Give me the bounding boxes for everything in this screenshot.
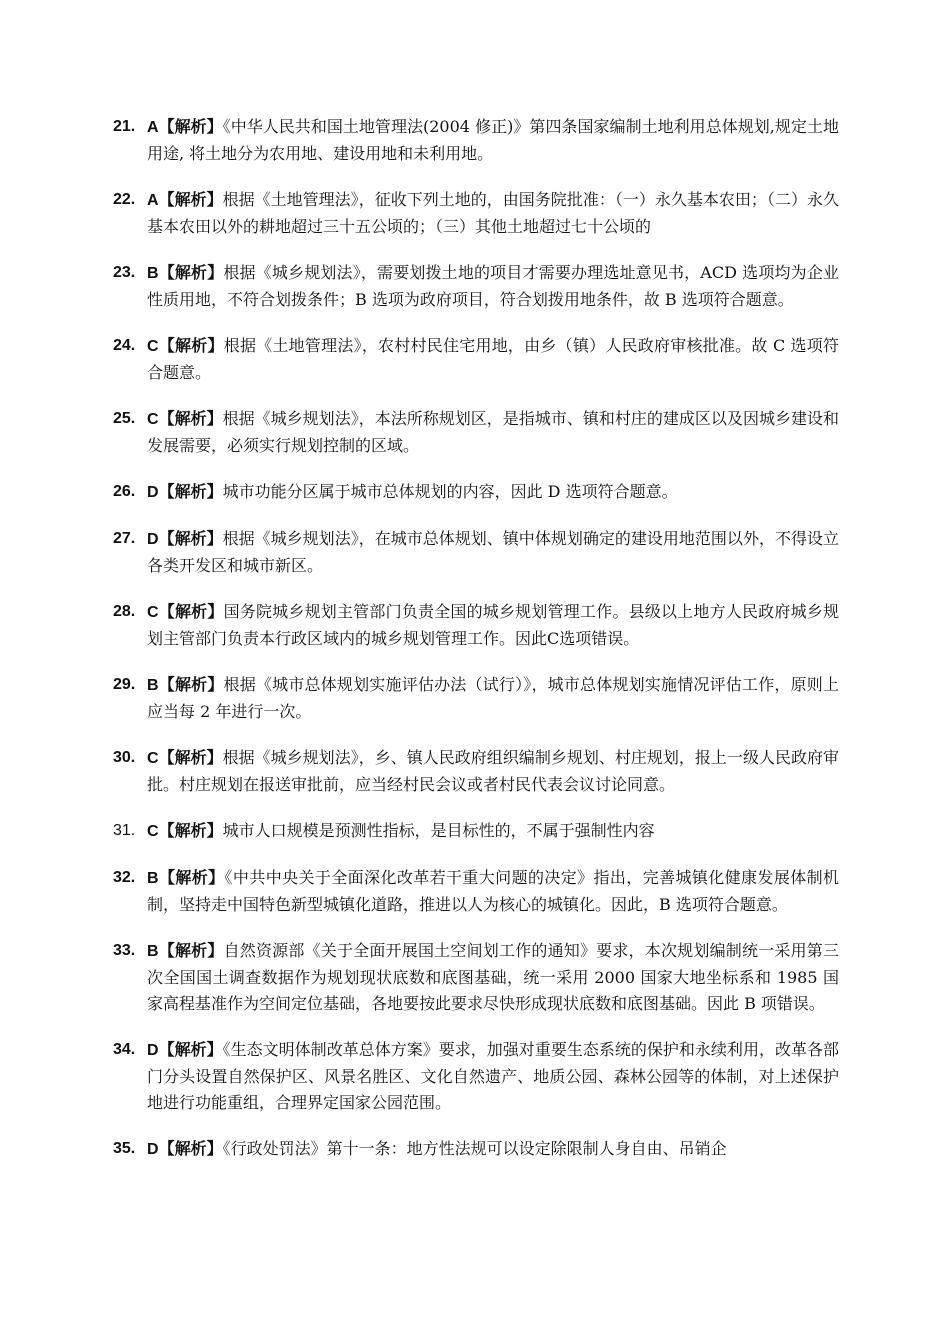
item-number: 30. — [113, 749, 136, 766]
answer-item-24 — [113, 333, 839, 386]
answer-letter: C — [147, 338, 159, 355]
answer-item-30 — [113, 745, 839, 798]
analysis-tag: 【解析】 — [158, 602, 224, 621]
analysis-text: 《生态文明体制改革总体方案》要求，加强对重要生态系统的保护和永续利用，改革各部门分头设置自然保护区、风景名胜区、文化自然遗产、地质公园、森林公园等的体制，对上述保护地进行功能重组，合理界定国家公园范围。 — [147, 1040, 839, 1112]
item-number: 25. — [113, 410, 136, 427]
item-number: 22. — [113, 191, 136, 208]
answer-item-35 — [113, 1136, 839, 1163]
analysis-text: 根据《土地管理法》，农村村民住宅用地，由乡（镇）人民政府审核批准。故 C 选项符合题意。 — [147, 336, 839, 382]
answer-item-28 — [113, 599, 839, 652]
answer-letter: B — [147, 870, 159, 887]
analysis-text: 城市人口规模是预测性指标，是目标性的，不属于强制性内容 — [222, 821, 655, 840]
answer-item-27 — [113, 526, 839, 579]
analysis-text: 根据《土地管理法》，征收下列土地的，由国务院批准：（一）永久基本农田；（二）永久基本农田以外的耕地超过三十五公顷的；（三）其他土地超过七十公顷的 — [147, 190, 839, 236]
analysis-tag: 【解析】 — [158, 409, 223, 428]
answer-letter: B — [147, 265, 159, 282]
answer-letter: A — [147, 192, 159, 209]
analysis-tag: 【解析】 — [158, 941, 224, 960]
analysis-tag: 【解析】 — [158, 1139, 223, 1158]
answer-letter: C — [147, 604, 159, 621]
answer-item-21 — [113, 114, 839, 167]
answer-item-29 — [113, 672, 839, 725]
analysis-text: 根据《城市总体规划实施评估办法（试行）》，城市总体规划实施情况评估工作，原则上应当每 2 年进行一次。 — [147, 675, 839, 721]
answer-letter: D — [147, 531, 159, 548]
answer-letter: B — [147, 677, 159, 694]
answer-item-22 — [113, 187, 839, 240]
item-number: 35. — [113, 1140, 136, 1157]
analysis-tag: 【解析】 — [158, 868, 225, 887]
answer-letter: B — [147, 943, 159, 960]
analysis-text: 自然资源部《关于全面开展国土空间划工作的通知》要求，本次规划编制统一采用第三次全国国土调查数据作为规划现状底数和底图基础，统一采用 2000 国家大地坐标系和 1985 国家高程基准作为空间定位基础，各地要按此要求尽快形成现状底数和底图基础。因此 B 项错误。 — [147, 941, 839, 1013]
item-number: 28. — [113, 603, 136, 620]
analysis-text: 《中华人民共和国土地管理法(2004 修正)》第四条国家编制土地利用总体规划,规定土地用途, 将土地分为农用地、建设用地和未利用地。 — [147, 117, 839, 163]
answer-letter: D — [147, 1042, 159, 1059]
analysis-text: 根据《城乡规划法》，需要划拨土地的项目才需要办理选址意见书，ACD 选项均为企业性质用地，不符合划拨条件；B 选项为政府项目，符合划拨用地条件，故 B 选项符合题意。 — [147, 263, 839, 309]
item-number: 34. — [113, 1041, 136, 1058]
item-number: 24. — [113, 337, 136, 354]
answer-item-23 — [113, 260, 839, 313]
item-number: 32. — [113, 869, 136, 886]
answer-letter: A — [147, 119, 159, 136]
answer-item-32 — [113, 865, 839, 918]
answer-item-26 — [113, 479, 839, 506]
analysis-tag: 【解析】 — [158, 675, 224, 694]
item-number: 26. — [113, 483, 136, 500]
analysis-tag: 【解析】 — [158, 336, 224, 355]
analysis-text: 根据《城乡规划法》，乡、镇人民政府组织编制乡规划、村庄规划，报上一级人民政府审批。村庄规划在报送审批前，应当经村民会议或者村民代表会议讨论同意。 — [147, 748, 839, 794]
analysis-tag: 【解析】 — [158, 482, 223, 501]
analysis-text: 《中共中央关于全面深化改革若干重大问题的决定》指出，完善城镇化健康发展体制机制，坚持走中国特色新型城镇化道路，推进以人为核心的城镇化。因此，B 选项符合题意。 — [147, 868, 839, 914]
analysis-text: 根据《城乡规划法》，在城市总体规划、镇中体规划确定的建设用地范围以外，不得设立各类开发区和城市新区。 — [147, 529, 839, 575]
answer-item-25 — [113, 406, 839, 459]
answer-letter: C — [147, 823, 159, 840]
item-number: 29. — [113, 676, 136, 693]
answer-letter: C — [147, 411, 159, 428]
answer-item-33 — [113, 938, 839, 1017]
analysis-tag: 【解析】 — [158, 190, 223, 209]
analysis-tag: 【解析】 — [158, 117, 223, 136]
item-number: 33. — [113, 942, 136, 959]
analysis-tag: 【解析】 — [158, 1040, 223, 1059]
answer-letter: D — [147, 1141, 159, 1158]
analysis-tag: 【解析】 — [158, 529, 223, 548]
answer-letter: D — [147, 484, 159, 501]
analysis-tag: 【解析】 — [158, 263, 224, 282]
analysis-text: 国务院城乡规划主管部门负责全国的城乡规划管理工作。县级以上地方人民政府城乡规划主管部门负责本行政区域内的城乡规划管理工作。因此C选项错误。 — [147, 602, 839, 648]
analysis-text: 根据《城乡规划法》，本法所称规划区，是指城市、镇和村庄的建成区以及因城乡建设和发展需要，必须实行规划控制的区域。 — [147, 409, 839, 455]
analysis-text: 城市功能分区属于城市总体规划的内容，因此 D 选项符合题意。 — [222, 482, 678, 501]
analysis-tag: 【解析】 — [158, 821, 223, 840]
analysis-text: 《行政处罚法》第十一条：地方性法规可以设定除限制人身自由、吊销企 — [222, 1139, 727, 1158]
answer-item-31 — [113, 818, 839, 845]
answer-item-34 — [113, 1037, 839, 1116]
item-number: 27. — [113, 530, 136, 547]
answer-letter: C — [147, 750, 159, 767]
item-number: 23. — [113, 264, 136, 281]
item-number: 21. — [113, 118, 136, 135]
item-number: 31. — [113, 822, 136, 839]
analysis-tag: 【解析】 — [158, 748, 223, 767]
answer-explanations-list — [113, 114, 839, 1183]
